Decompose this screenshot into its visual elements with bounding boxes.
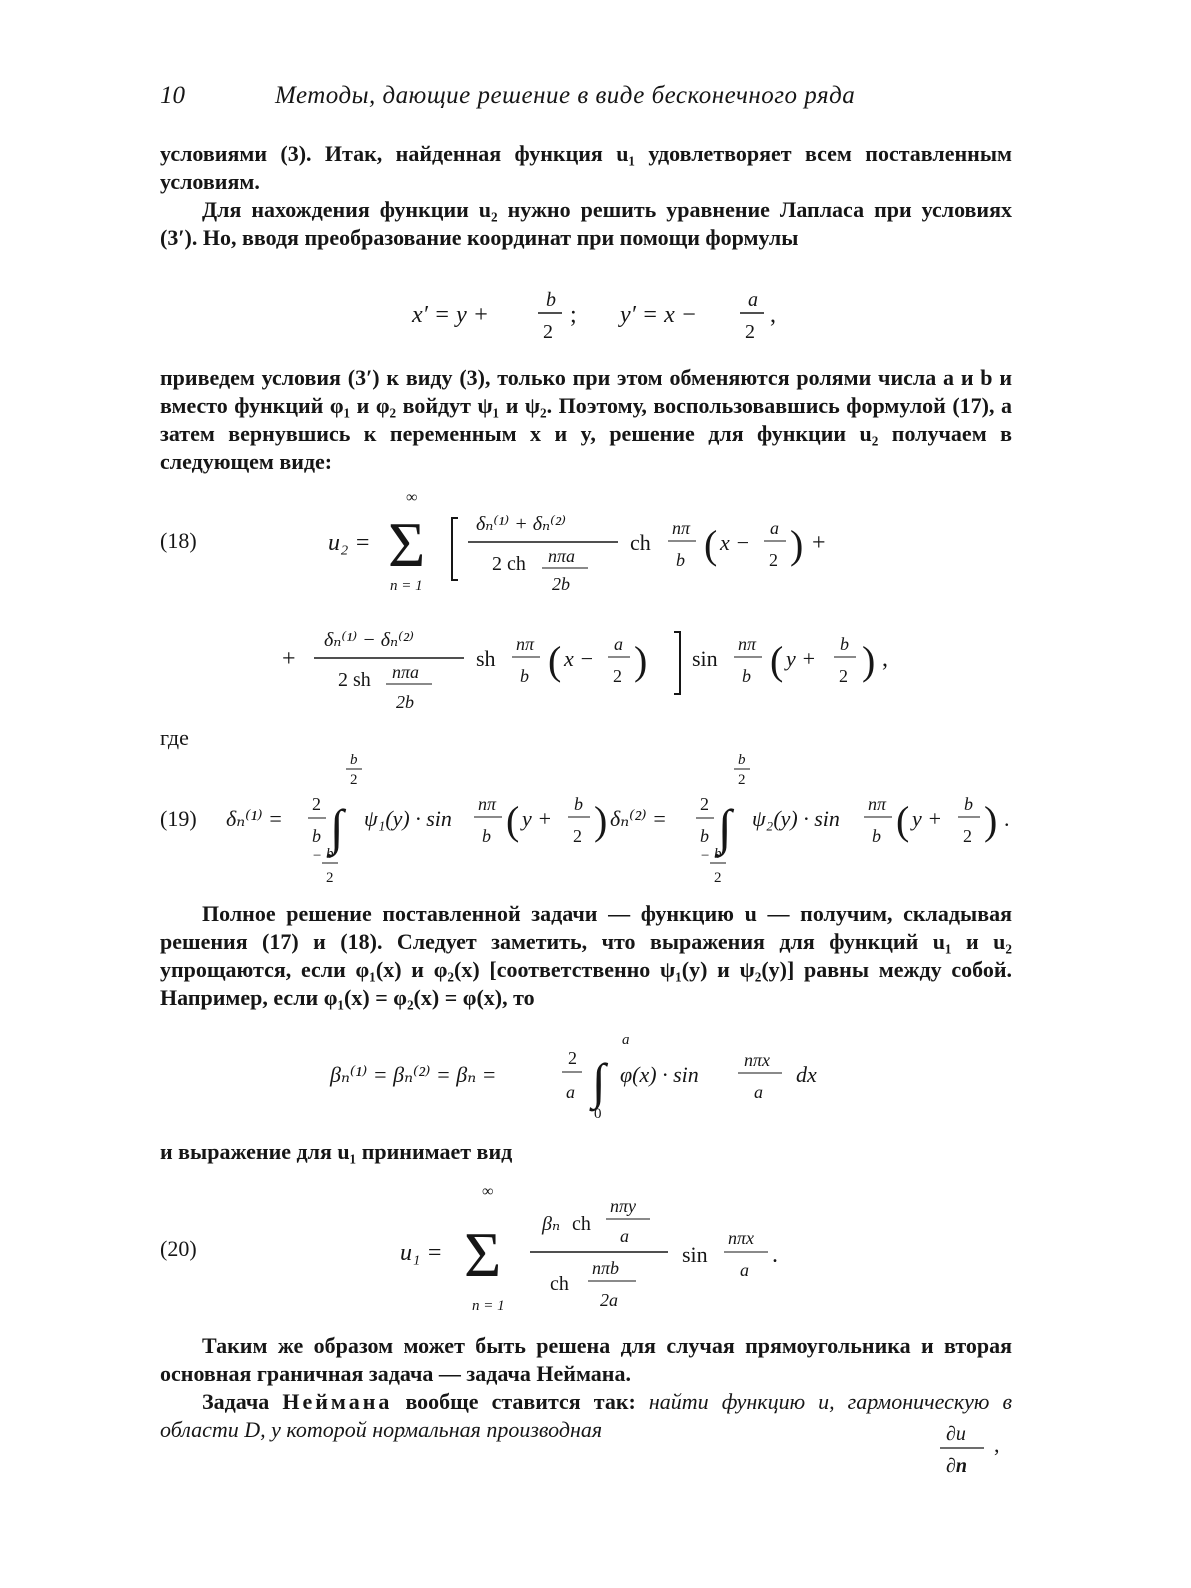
svg-text:(: (	[548, 638, 562, 683]
svg-text:ch: ch	[630, 530, 651, 555]
running-header	[160, 82, 1020, 118]
svg-text:∫: ∫	[330, 799, 344, 855]
svg-text:): )	[634, 638, 648, 683]
svg-text:2: 2	[573, 826, 582, 846]
svg-text:.: .	[1004, 806, 1010, 831]
svg-text:2: 2	[745, 321, 755, 343]
svg-text:u₁ =: u₁ =	[400, 1240, 443, 1266]
svg-text:): )	[862, 638, 876, 683]
running-title: Методы, дающие решение в виде бесконечного ряда	[275, 82, 856, 109]
word-gde: где	[160, 725, 189, 750]
svg-text:−: −	[700, 848, 711, 864]
svg-text:2: 2	[700, 794, 709, 814]
svg-text:2b: 2b	[396, 692, 414, 712]
svg-text:x −: x −	[720, 530, 751, 555]
svg-text:2: 2	[738, 772, 746, 788]
svg-text:b: b	[326, 846, 334, 862]
svg-text:+: +	[812, 530, 826, 556]
svg-text:δₙ⁽¹⁾ + δₙ⁽²⁾: δₙ⁽¹⁾ + δₙ⁽²⁾	[476, 513, 566, 535]
svg-text:2: 2	[714, 870, 722, 886]
svg-text:2: 2	[326, 870, 334, 886]
svg-text:δₙ⁽²⁾ =: δₙ⁽²⁾ =	[610, 806, 667, 831]
svg-text:δₙ⁽¹⁾ =: δₙ⁽¹⁾ =	[226, 806, 283, 831]
svg-text:b: b	[872, 826, 881, 846]
svg-text:ch: ch	[572, 1213, 591, 1235]
paragraph-7: Таким же образом может быть решена для случая прямоугольника и вторая основная граничная задача — задача Неймана.	[160, 1333, 1012, 1386]
neumann-lead: Задача	[202, 1389, 270, 1414]
svg-text:∞: ∞	[482, 1183, 494, 1200]
svg-text:−: −	[312, 848, 323, 864]
neumann-mid: вообще ставится так:	[405, 1389, 636, 1414]
svg-text:2: 2	[613, 666, 622, 686]
svg-text:y +: y +	[522, 806, 553, 831]
svg-text:βₙ: βₙ	[542, 1213, 561, 1235]
svg-text:nπa: nπa	[548, 546, 576, 566]
svg-text:u₂ =: u₂ =	[328, 530, 371, 556]
svg-text:b: b	[520, 666, 529, 686]
svg-text:2: 2	[350, 772, 358, 788]
svg-text:sin: sin	[682, 1242, 708, 1267]
paragraph-8	[160, 1388, 1012, 1444]
svg-text:nπb: nπb	[592, 1258, 620, 1278]
svg-text:y +: y +	[912, 806, 943, 831]
equation-20-label: (20)	[160, 1236, 197, 1261]
svg-text:b: b	[482, 826, 491, 846]
svg-text:nπ: nπ	[868, 794, 887, 814]
svg-text:b: b	[964, 794, 973, 814]
svg-text:a: a	[614, 634, 623, 654]
svg-text:φ(x) · sin: φ(x) · sin	[620, 1062, 699, 1087]
svg-text:x −: x −	[564, 646, 595, 671]
svg-text:nπ: nπ	[478, 794, 497, 814]
svg-text:2 ch: 2 ch	[492, 553, 526, 575]
equation-beta	[330, 1030, 850, 1122]
svg-text:y +: y +	[786, 646, 817, 671]
svg-text:,: ,	[994, 1432, 1000, 1457]
svg-text:b: b	[350, 752, 358, 768]
svg-text:nπ: nπ	[738, 634, 757, 654]
svg-text:b: b	[312, 826, 321, 846]
svg-text:sh: sh	[476, 646, 496, 671]
svg-text:∂n: ∂n	[946, 1455, 968, 1477]
svg-text:2: 2	[543, 321, 553, 343]
svg-text:a: a	[770, 518, 779, 538]
svg-text:nπx: nπx	[728, 1228, 755, 1248]
svg-text:a: a	[748, 289, 758, 311]
svg-text:βₙ⁽¹⁾ = βₙ⁽²⁾ = βₙ =: βₙ⁽¹⁾ = βₙ⁽²⁾ = βₙ =	[330, 1062, 497, 1087]
svg-text:y′ = x −: y′ = x −	[620, 302, 697, 328]
svg-text:b: b	[840, 634, 849, 654]
svg-text:): )	[594, 798, 608, 843]
svg-text:∂u: ∂u	[946, 1423, 966, 1445]
svg-text:2: 2	[312, 794, 321, 814]
svg-text:a: a	[754, 1082, 763, 1102]
equation-18	[270, 486, 930, 722]
svg-text:(: (	[506, 798, 520, 843]
svg-text:∞: ∞	[406, 489, 418, 506]
paragraph-2: Для нахождения функции u₂ нужно решить уравнение Лапласа при условиях (3′). Но, вводя преобразование координат при помощи формулы	[160, 197, 1012, 250]
svg-text:sin: sin	[692, 646, 718, 671]
svg-text:ch: ch	[550, 1273, 569, 1295]
svg-text:a: a	[740, 1260, 749, 1280]
page-number: 10	[160, 82, 185, 109]
svg-text:ψ₁(y) · sin: ψ₁(y) · sin	[364, 806, 452, 831]
svg-text:Σ: Σ	[464, 1219, 502, 1290]
svg-text:nπ: nπ	[516, 634, 535, 654]
equation-20	[400, 1180, 820, 1320]
svg-text:∫: ∫	[718, 799, 732, 855]
svg-text:n = 1: n = 1	[390, 578, 423, 594]
neumann-italic: найти функцию u, гармоническую в области D, у которой нормальная производная	[160, 1389, 1013, 1442]
svg-text:.: .	[772, 1242, 778, 1268]
svg-text:x′ = y +: x′ = y +	[412, 302, 489, 328]
svg-text:;: ;	[570, 302, 577, 328]
svg-text:2: 2	[769, 550, 778, 570]
paragraph-5: Полное решение поставленной задачи — функцию u — получим, складывая решения (17) и (18). Следует заметить, что выражения для функций u₁ и u₂ упрощаются, если φ₁(x) и φ₂(x) [соответственно ψ₁(y) и ψ₂(y)] равны между собой. Например, если φ₁(x) = φ₂(x) = φ(x), то	[160, 901, 1012, 1010]
equation-coordinate-transform	[410, 282, 790, 346]
neumann-name: Неймана	[282, 1389, 393, 1414]
equation-19-label: (19)	[160, 806, 197, 831]
svg-text:nπa: nπa	[392, 662, 420, 682]
svg-text:(: (	[770, 638, 784, 683]
svg-text:): )	[984, 798, 998, 843]
svg-text:(: (	[704, 522, 718, 567]
svg-text:∫: ∫	[592, 1053, 606, 1109]
svg-text:b: b	[738, 752, 746, 768]
svg-text:b: b	[742, 666, 751, 686]
svg-text:a: a	[566, 1082, 575, 1102]
svg-text:nπ: nπ	[672, 518, 691, 538]
svg-text:dx: dx	[796, 1062, 817, 1087]
equation-normal-derivative	[934, 1418, 1014, 1482]
equation-19	[222, 752, 1022, 892]
svg-text:,: ,	[882, 646, 888, 672]
svg-text:2: 2	[963, 826, 972, 846]
paragraph-6: и выражение для u₁ принимает вид	[160, 1139, 513, 1164]
svg-text:b: b	[676, 550, 685, 570]
svg-text:2: 2	[839, 666, 848, 686]
svg-text:2: 2	[568, 1048, 577, 1068]
svg-text:2 sh: 2 sh	[338, 669, 371, 691]
svg-text:b: b	[714, 846, 722, 862]
svg-text:b: b	[546, 289, 556, 311]
svg-text:b: b	[700, 826, 709, 846]
svg-text:2b: 2b	[552, 574, 570, 594]
svg-text:0: 0	[594, 1106, 602, 1122]
svg-text:(: (	[896, 798, 910, 843]
svg-text:n = 1: n = 1	[472, 1298, 505, 1314]
svg-text:Σ: Σ	[388, 509, 426, 580]
svg-text:ψ₂(y) · sin: ψ₂(y) · sin	[752, 806, 840, 831]
svg-text:nπx: nπx	[744, 1050, 771, 1070]
paragraph-1: условиями (3). Итак, найденная функция u₁ удовлетворяет всем поставленным условиям.	[160, 141, 1012, 194]
svg-text:2a: 2a	[600, 1290, 618, 1310]
svg-text:+: +	[282, 646, 296, 672]
svg-text:δₙ⁽¹⁾ − δₙ⁽²⁾: δₙ⁽¹⁾ − δₙ⁽²⁾	[324, 629, 414, 651]
svg-text:nπy: nπy	[610, 1196, 637, 1216]
equation-18-label: (18)	[160, 528, 197, 553]
svg-text:): )	[790, 522, 804, 567]
svg-text:b: b	[574, 794, 583, 814]
svg-text:a: a	[622, 1032, 630, 1048]
paragraph-3: приведем условия (3′) к виду (3), только при этом обменяются ролями числа a и b и вместо функций φ₁ и φ₂ войдут ψ₁ и ψ₂. Поэтому, воспользовавшись формулой (17), а затем вернувшись к переменным x и y, решение для функции u₂ получаем в следующем виде:	[160, 365, 1012, 474]
svg-text:,: ,	[770, 302, 776, 328]
svg-text:a: a	[620, 1226, 629, 1246]
